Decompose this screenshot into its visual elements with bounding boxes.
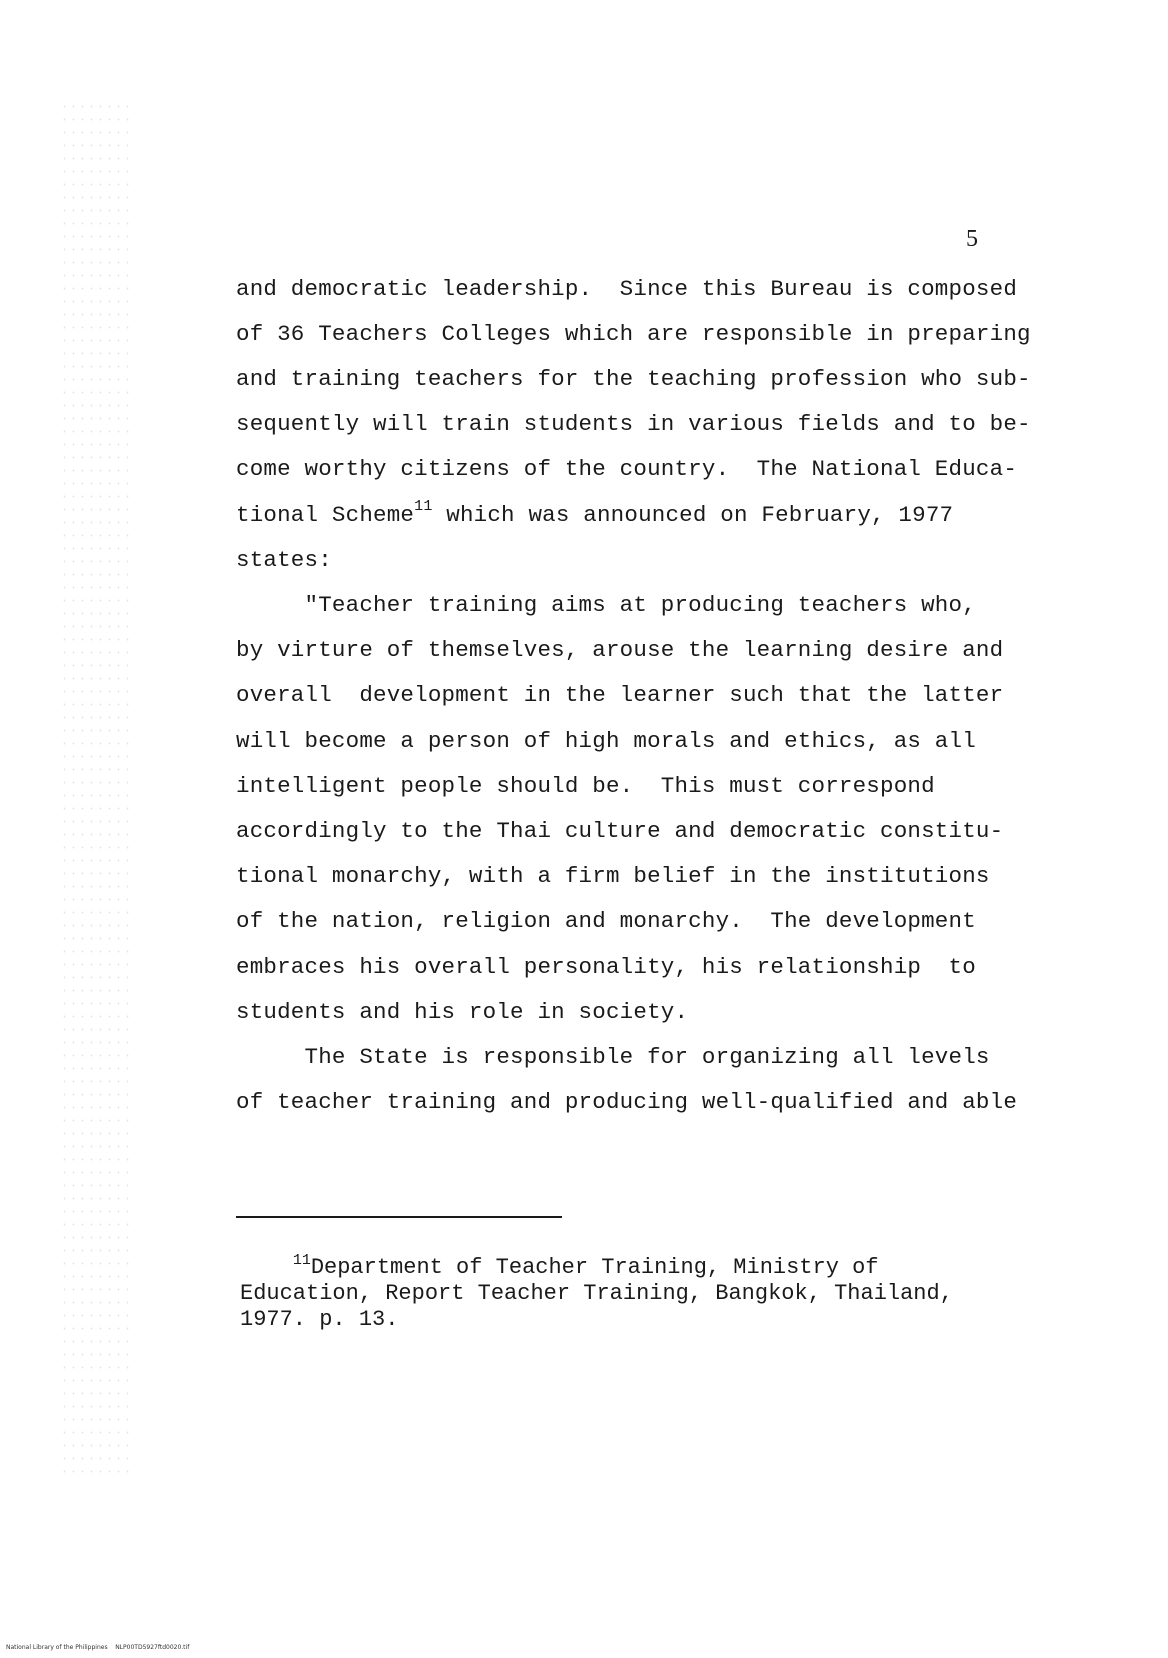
body-line: and democratic leadership. Since this Bureau is composed — [236, 276, 1018, 302]
scan-speckle — [60, 100, 130, 1480]
quote-line: students and his role in society. — [236, 999, 689, 1025]
body-line: of 36 Teachers Colleges which are responsible in preparing — [236, 321, 1031, 347]
archive-label: National Library of the Philippines NLP00TD5927ftd0020.tif — [6, 1644, 190, 1651]
footnote-divider — [236, 1216, 562, 1218]
quote-line: by virture of themselves, arouse the learning desire and — [236, 637, 1004, 663]
scheme-text-after: which was announced on February, 1977 — [432, 502, 954, 528]
quote-line: embraces his overall personality, his relationship to — [236, 954, 976, 980]
page-number: 5 — [966, 226, 978, 252]
quote-line: overall development in the learner such that the latter — [236, 682, 1004, 708]
body-line: come worthy citizens of the country. The National Educa- — [236, 456, 1018, 482]
footnote-line: 1977. p. 13. — [240, 1307, 399, 1332]
footnote-line — [240, 1252, 879, 1280]
body-line: sequently will train students in various fields and to be- — [236, 411, 1031, 437]
body-line: and training teachers for the teaching profession who sub- — [236, 366, 1031, 392]
footnote-reference: 11 — [414, 498, 433, 515]
footnote-text: Department of Teacher Training, Ministry of — [310, 1255, 879, 1280]
quote-line: The State is responsible for organizing all levels — [236, 1044, 990, 1070]
quote-line: accordingly to the Thai culture and democratic constitu- — [236, 818, 1004, 844]
quote-line: will become a person of high morals and ethics, as all — [236, 728, 976, 754]
footnote-line: Education, Report Teacher Training, Bangkok, Thailand, — [240, 1281, 953, 1306]
footnote-number: 11 — [292, 1252, 311, 1269]
quote-line: tional monarchy, with a firm belief in the institutions — [236, 863, 990, 889]
quote-line: of the nation, religion and monarchy. The development — [236, 908, 976, 934]
quote-line: intelligent people should be. This must correspond — [236, 773, 935, 799]
scheme-text-before: tional Scheme — [236, 502, 415, 528]
quote-line: of teacher training and producing well-qualified and able — [236, 1089, 1018, 1115]
body-line: states: — [236, 547, 332, 573]
body-line-scheme — [236, 498, 954, 528]
quote-line: "Teacher training aims at producing teachers who, — [236, 592, 976, 618]
